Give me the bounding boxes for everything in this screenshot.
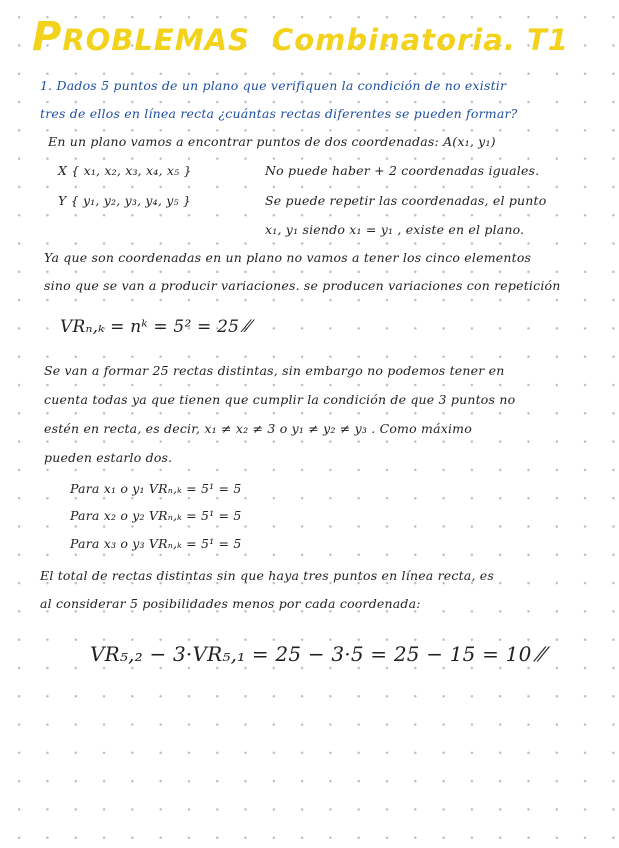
paragraph-4-line-2: al considerar 5 posibilidades menos por cada coordenada:: [40, 596, 421, 611]
para-line-1: Para x₁ o y₁ VRₙ,ₖ = 5¹ = 5: [70, 481, 242, 496]
paragraph-2-line-1: Ya que son coordenadas en un plano no vamos a tener los cinco elementos: [44, 250, 532, 265]
paragraph-4-line-1: El total de rectas distintas sin que haya tres puntos en línea recta, es: [40, 568, 495, 583]
problem-line-1: 1. Dados 5 puntos de un plano que verifiquen la condición de no existir: [40, 78, 507, 93]
y-note-2: x₁, y₁ siendo x₁ = y₁ , existe en el plano.: [265, 222, 525, 237]
page-title: [32, 14, 569, 60]
paragraph-3-line-4: pueden estarlo dos.: [44, 450, 173, 465]
vr-formula: VRₙ,ₖ = nᵏ = 5² = 25 ⁄⁄: [60, 317, 251, 337]
paragraph-3-line-2: cuenta todas ya que tienen que cumplir la condición de que 3 puntos no: [44, 392, 516, 407]
title-word-t1: . T1: [503, 23, 569, 57]
y-note: Se puede repetir las coordenadas, el punto: [265, 193, 547, 208]
para-line-3: Para x₃ o y₃ VRₙ,ₖ = 5¹ = 5: [70, 536, 242, 551]
body-line-1: En un plano vamos a encontrar puntos de dos coordenadas: A(x₁, y₁): [48, 134, 496, 149]
x-set: X { x₁, x₂, x₃, x₄, x₅ }: [58, 163, 192, 178]
problem-line-2: tres de ellos en línea recta ¿cuántas rectas diferentes se pueden formar?: [40, 106, 518, 121]
y-set: Y { y₁, y₂, y₃, y₄, y₅ }: [58, 193, 192, 208]
paragraph-2-line-2: sino que se van a producir variaciones. se producen variaciones con repetición: [44, 278, 561, 293]
paragraph-3-line-1: Se van a formar 25 rectas distintas, sin embargo no podemos tener en: [44, 363, 505, 378]
title-word-problemas: ROBLEMAS: [62, 23, 250, 57]
title-word-combinatoria: Combinatoria: [271, 23, 504, 57]
para-line-2: Para x₂ o y₂ VRₙ,ₖ = 5¹ = 5: [70, 508, 242, 523]
paragraph-3-line-3: estén en recta, es decir, x₁ ≠ x₂ ≠ 3 o y₁ ≠ y₂ ≠ y₃ . Como máximo: [44, 421, 472, 436]
x-note: No puede haber + 2 coordenadas iguales.: [265, 163, 540, 178]
title-initial: P: [32, 14, 63, 60]
final-formula: VR₅,₂ − 3·VR₅,₁ = 25 − 3·5 = 25 − 15 = 10 ⁄⁄: [90, 642, 546, 666]
